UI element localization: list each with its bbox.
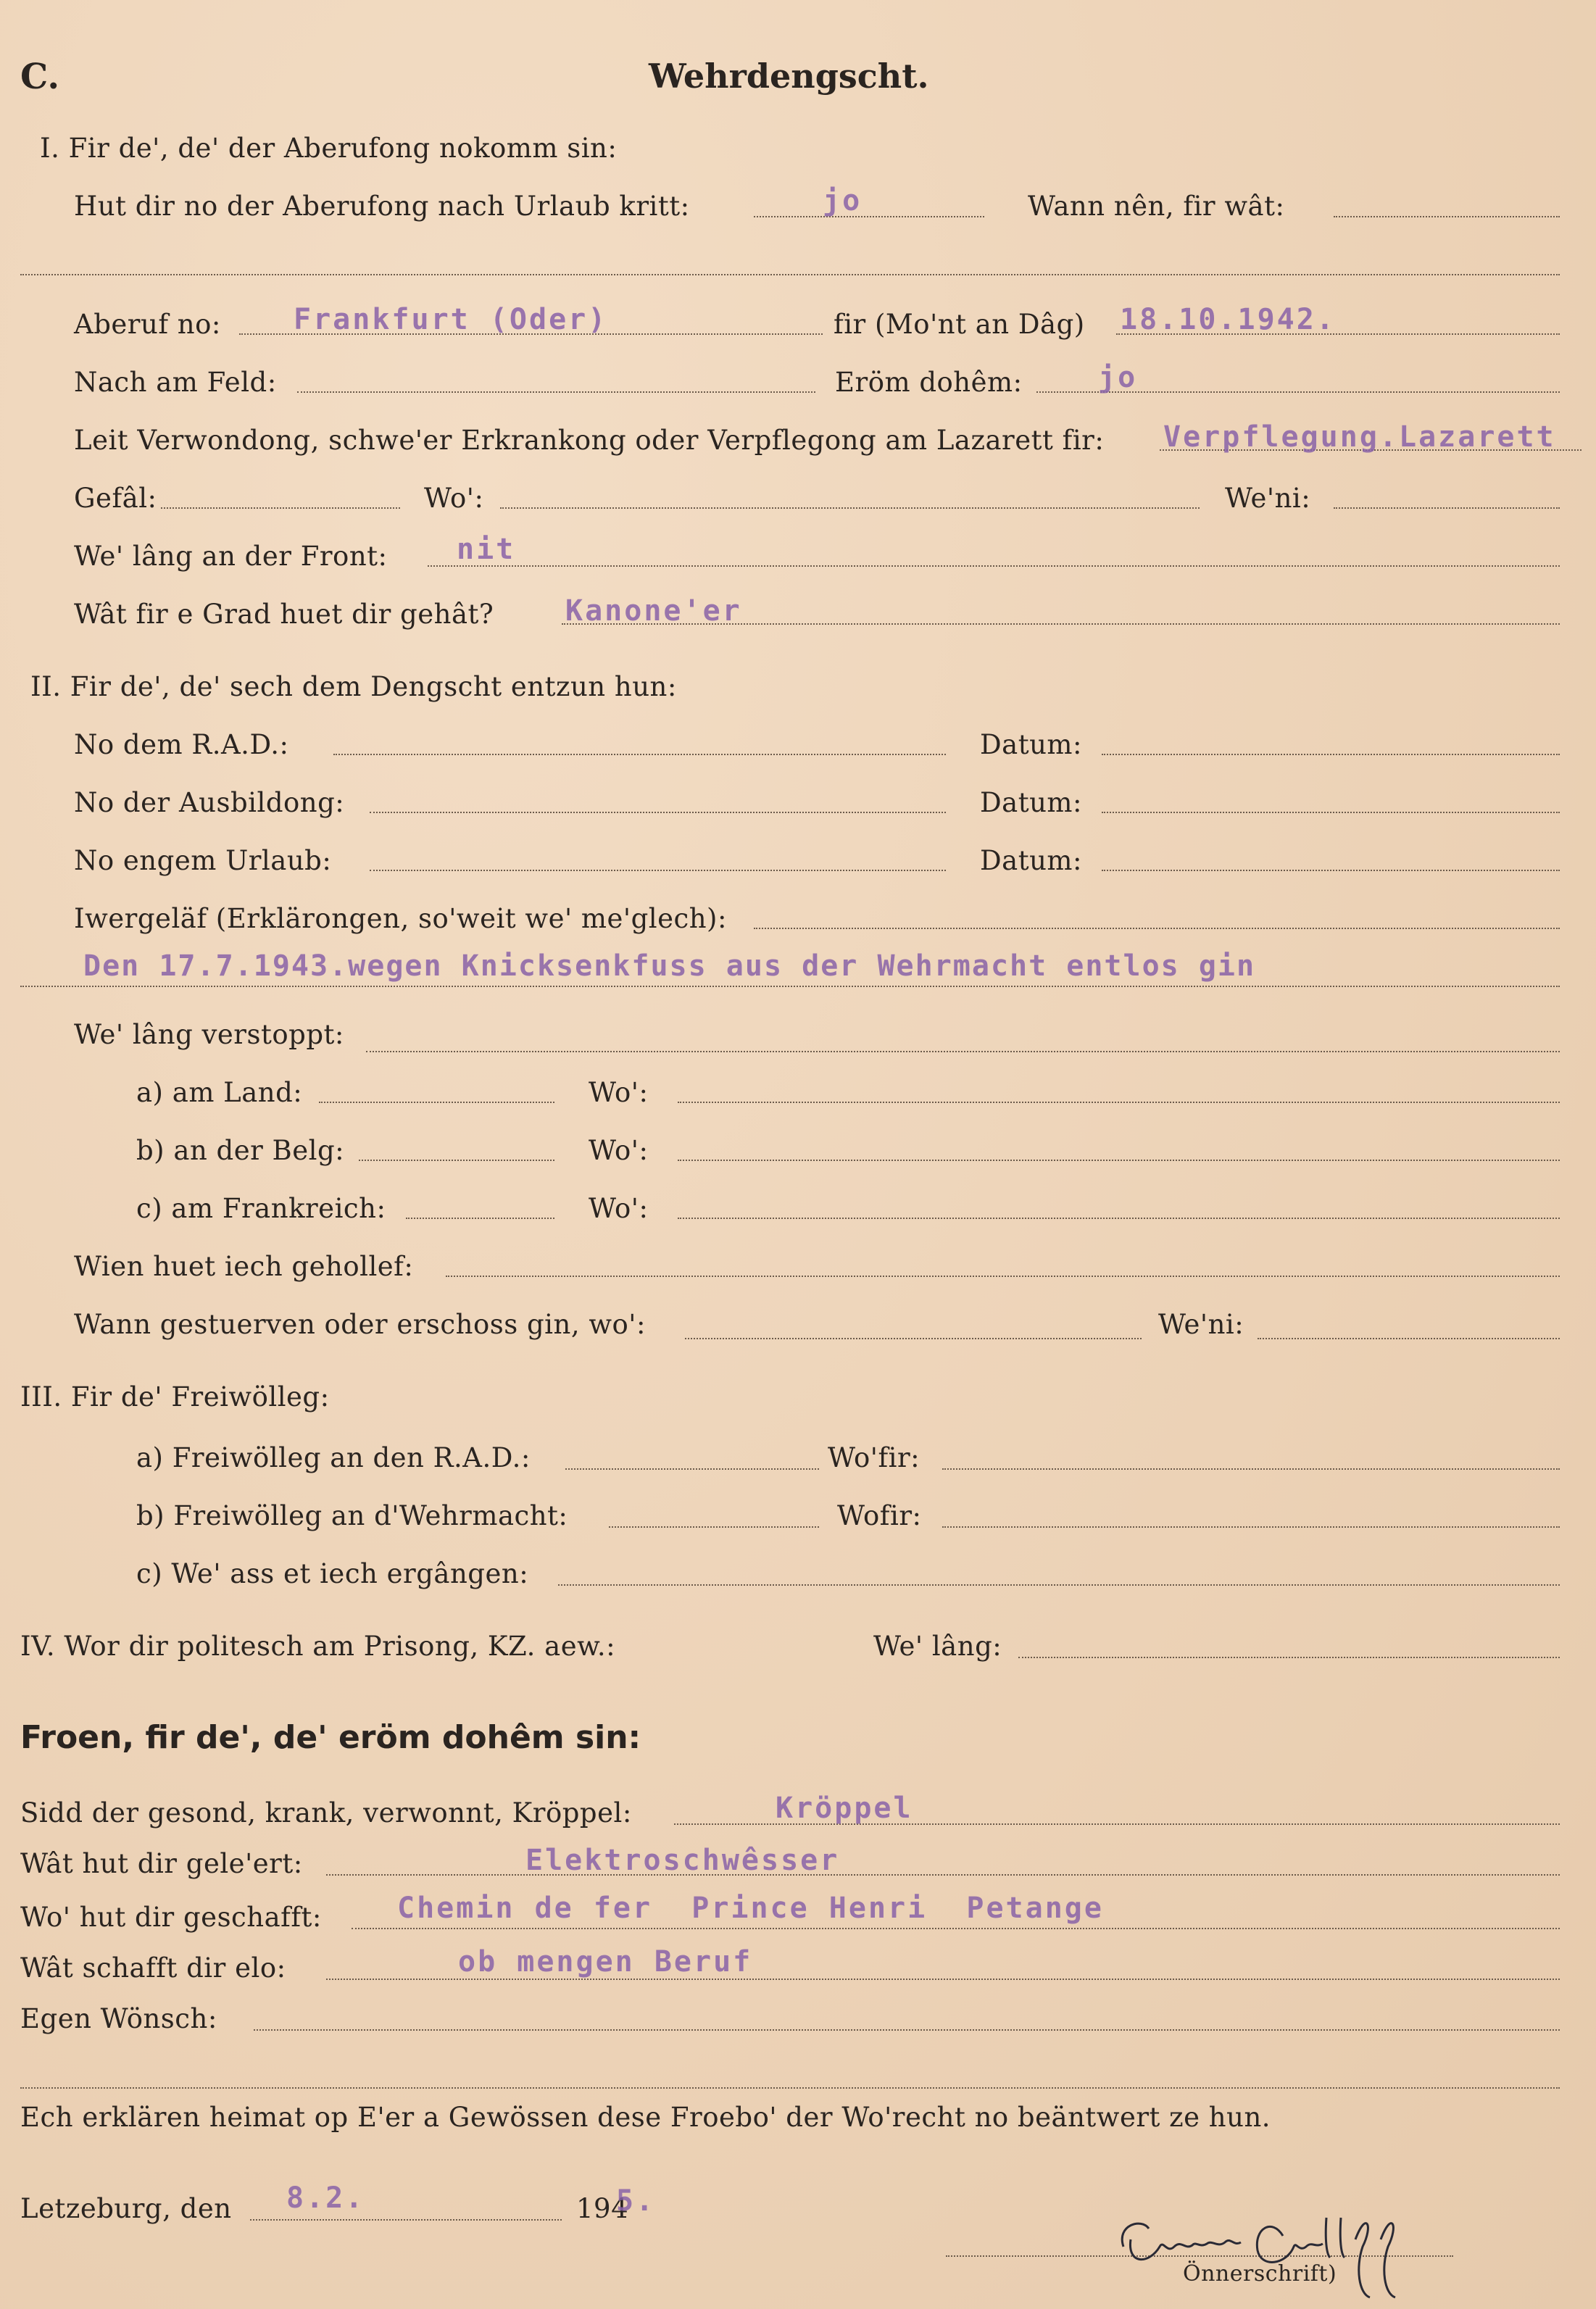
rad-datum-label: Datum:	[980, 729, 1082, 760]
leave-field[interactable]	[754, 216, 984, 217]
called-value: Frankfurt (Oder)	[294, 303, 608, 336]
france-where-field[interactable]	[678, 1218, 1560, 1219]
france-field[interactable]	[406, 1218, 554, 1219]
belg-where-field[interactable]	[678, 1160, 1560, 1161]
where-label: Wo':	[424, 483, 484, 514]
injury-value: Verpflegung.Lazarett	[1163, 420, 1556, 454]
howlong-label: We' lâng:	[873, 1631, 1002, 1662]
front-value: nit	[457, 533, 516, 566]
date-label: fir (Mo'nt an Dâg)	[834, 309, 1085, 340]
leave-value: jo	[823, 184, 863, 217]
now-field[interactable]	[326, 1979, 1560, 1980]
urlaub-label: No engem Urlaub:	[74, 845, 332, 876]
land-where-label: Wo':	[589, 1077, 649, 1108]
rad-label: No dem R.A.D.:	[74, 729, 289, 760]
vol-rad-field[interactable]	[565, 1468, 819, 1470]
land-field[interactable]	[319, 1102, 554, 1103]
handwritten-signature	[1109, 2196, 1486, 2305]
home-value: jo	[1098, 361, 1138, 394]
events-label: Iwergeläf (Erklärongen, so'weit we' me'glech):	[74, 903, 727, 934]
died-when-field[interactable]	[1258, 1338, 1560, 1339]
rank-label: Wât fir e Grad huet dir gehât?	[74, 599, 494, 630]
home-heading: Froen, fir de', de' eröm dohêm sin:	[20, 1719, 641, 1756]
vol-how-label: c) We' ass et iech ergângen:	[136, 1558, 529, 1589]
section-letter: C.	[20, 57, 60, 97]
helped-field[interactable]	[446, 1276, 1560, 1277]
rank-value: Kanone'er	[565, 594, 742, 628]
died-label: Wann gestuerven oder erschoss gin, wo':	[74, 1309, 646, 1340]
home-label: Eröm dohêm:	[835, 367, 1023, 398]
learned-value: Elektroschwêsser	[525, 1844, 840, 1877]
section-1-heading: I. Fir de', de' der Aberufong nokomm sin:	[40, 133, 618, 164]
called-label: Aberuf no:	[74, 309, 221, 340]
belg-field[interactable]	[359, 1160, 554, 1161]
vol-rad-label: a) Freiwölleg an den R.A.D.:	[136, 1442, 531, 1473]
year-value: 5.	[616, 2184, 656, 2218]
land-label: a) am Land:	[136, 1077, 303, 1108]
where-field[interactable]	[500, 507, 1200, 509]
died-field[interactable]	[685, 1338, 1142, 1339]
continuation-line[interactable]	[20, 274, 1560, 275]
section-3-heading: III. Fir de' Freiwölleg:	[20, 1381, 330, 1413]
field-label: Nach am Feld:	[74, 367, 277, 398]
health-label: Sidd der gesond, krank, verwonnt, Kröppel:	[20, 1797, 632, 1829]
worked-label: Wo' hut dir geschafft:	[20, 1902, 322, 1933]
vol-wehrmacht-forwhat-field[interactable]	[942, 1526, 1560, 1528]
vol-rad-forwhat-field[interactable]	[942, 1468, 1560, 1470]
when2-label: We'ni:	[1225, 483, 1311, 514]
vol-rad-forwhat-label: Wo'fir:	[828, 1442, 920, 1473]
place-label: Letzeburg, den	[20, 2193, 232, 2224]
belg-where-label: Wo':	[589, 1135, 649, 1166]
vol-wehrmacht-label: b) Freiwölleg an d'Wehrmacht:	[136, 1500, 568, 1531]
fallen-label: Gefâl:	[74, 483, 157, 514]
declaration: Ech erklären heimat op E'er a Gewössen dese Froebo' der Wo'recht no beäntwert ze hun.	[20, 2102, 1271, 2133]
learned-field[interactable]	[326, 1874, 1560, 1876]
france-where-label: Wo':	[589, 1193, 649, 1224]
events-line-2[interactable]	[20, 986, 1560, 987]
place-date-field[interactable]	[250, 2219, 562, 2221]
now-value: ob mengen Beruf	[458, 1945, 753, 1979]
vol-wehrmacht-field[interactable]	[609, 1526, 819, 1528]
vol-wehrmacht-forwhat-label: Wofir:	[837, 1500, 922, 1531]
urlaub-datum-field[interactable]	[1102, 870, 1560, 871]
urlaub-field[interactable]	[370, 870, 946, 871]
wish-line-2[interactable]	[20, 2087, 1560, 2089]
field-field[interactable]	[297, 391, 815, 393]
when2-field[interactable]	[1334, 507, 1560, 509]
front-field[interactable]	[428, 565, 1560, 567]
events-value: Den 17.7.1943.wegen Knicksenkfuss aus der Wehrmacht entlos gin	[83, 949, 1256, 983]
training-field[interactable]	[370, 812, 946, 813]
injury-label: Leit Verwondong, schwe'er Erkrankong oder Verpflegong am Lazarett fir:	[74, 425, 1105, 456]
helped-label: Wien huet iech gehollef:	[74, 1251, 414, 1282]
now-label: Wât schafft dir elo:	[20, 1952, 286, 1984]
vol-how-field[interactable]	[558, 1584, 1560, 1586]
when-field[interactable]	[1334, 216, 1560, 217]
land-where-field[interactable]	[678, 1102, 1560, 1103]
learned-label: Wât hut dir gele'ert:	[20, 1848, 303, 1879]
wish-label: Egen Wönsch:	[20, 2003, 217, 2034]
howlong-field[interactable]	[1018, 1657, 1560, 1658]
year-prefix: 194	[576, 2193, 629, 2224]
when-label: Wann nên, fir wât:	[1028, 191, 1285, 222]
form-title: Wehrdengscht.	[649, 57, 929, 96]
urlaub-datum-label: Datum:	[980, 845, 1082, 876]
front-label: We' lâng an der Front:	[74, 541, 388, 572]
signature-label: Önnerschrift)	[1183, 2261, 1337, 2287]
rad-datum-field[interactable]	[1102, 754, 1560, 755]
section-4-heading: IV. Wor dir politesch am Prisong, KZ. aew.:	[20, 1631, 616, 1662]
worked-value: Chemin de fer Prince Henri Petange	[397, 1892, 1104, 1925]
france-label: c) am Frankreich:	[136, 1193, 386, 1224]
training-datum-field[interactable]	[1102, 812, 1560, 813]
training-datum-label: Datum:	[980, 787, 1082, 818]
training-label: No der Ausbildong:	[74, 787, 345, 818]
worked-field[interactable]	[352, 1928, 1560, 1929]
date-value: 18.10.1942.	[1120, 303, 1336, 336]
hidden-label: We' lâng verstoppt:	[74, 1019, 344, 1050]
wish-field[interactable]	[254, 2029, 1560, 2031]
events-field[interactable]	[754, 928, 1560, 929]
fallen-field[interactable]	[161, 507, 400, 509]
rad-field[interactable]	[333, 754, 946, 755]
belg-label: b) an der Belg:	[136, 1135, 345, 1166]
section-2-heading: II. Fir de', de' sech dem Dengscht entzun hun:	[30, 671, 677, 702]
leave-label: Hut dir no der Aberufong nach Urlaub kritt:	[74, 191, 690, 222]
health-value: Kröppel	[776, 1792, 913, 1825]
place-date-value: 8.2.	[286, 2181, 365, 2215]
hidden-field[interactable]	[366, 1051, 1560, 1052]
died-when-label: We'ni:	[1158, 1309, 1244, 1340]
